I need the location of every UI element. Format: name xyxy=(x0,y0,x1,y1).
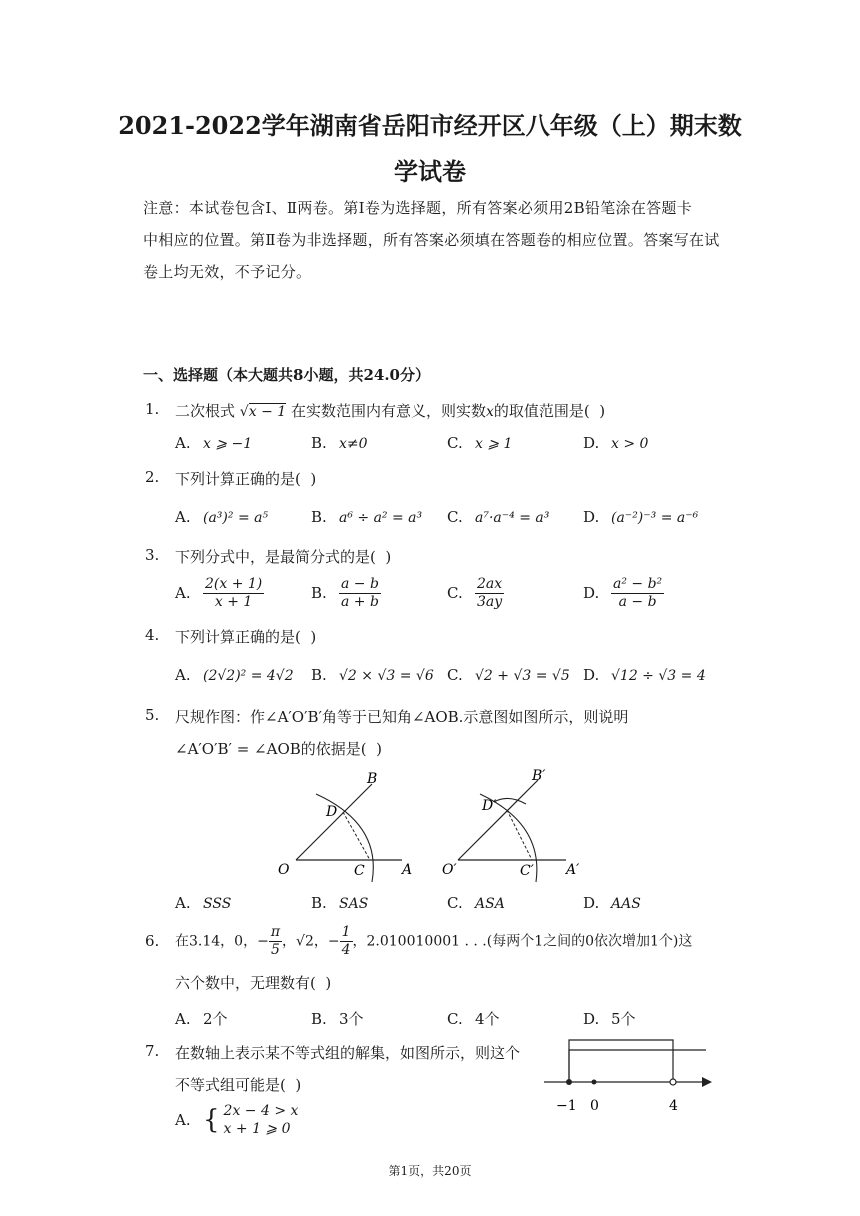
option-text: SAS xyxy=(339,896,369,912)
option-a[interactable] xyxy=(175,434,252,452)
option-label: B. xyxy=(311,666,327,684)
option-text: 3个 xyxy=(339,1010,364,1028)
question-number: 2. xyxy=(145,468,160,486)
option-label: A. xyxy=(175,508,191,526)
option-d[interactable] xyxy=(583,508,698,526)
denominator: a + b xyxy=(341,594,379,610)
fraction xyxy=(475,576,504,611)
fraction xyxy=(611,576,664,611)
q6-text-a: 在3.14，0， xyxy=(175,933,258,950)
option-text: SSS xyxy=(203,896,232,912)
option-text: √2 × √3 = √6 xyxy=(339,668,434,684)
option-c[interactable] xyxy=(447,576,504,611)
small-arc xyxy=(494,798,526,804)
page-title-line1: 2021-2022学年湖南省岳阳市经开区八年级（上）期末数 xyxy=(118,111,742,140)
option-text: x≠0 xyxy=(339,436,368,452)
option-label: B. xyxy=(311,894,327,912)
question-number: 5. xyxy=(145,706,160,724)
option-d[interactable] xyxy=(583,894,641,912)
fraction xyxy=(339,576,381,611)
page-title-line2: 学试卷 xyxy=(394,157,466,186)
option-a[interactable] xyxy=(175,894,231,912)
option-c[interactable] xyxy=(447,666,570,684)
option-a[interactable] xyxy=(175,508,268,526)
solution-range-upper xyxy=(569,1040,673,1082)
point-neg1 xyxy=(566,1079,572,1085)
label-a: A xyxy=(402,862,413,878)
question-number: 4. xyxy=(145,626,160,644)
option-b[interactable] xyxy=(311,576,381,611)
question-number: 6. xyxy=(145,932,160,950)
q1-text-b: 在实数范围内有意义，则实数 xyxy=(290,402,486,420)
question-text-line2: 不等式组可能是( ) xyxy=(175,1076,302,1094)
option-text: 4个 xyxy=(475,1010,500,1028)
option-label: C. xyxy=(447,894,463,912)
option-label: D. xyxy=(583,583,600,602)
option-label: A. xyxy=(175,434,191,452)
option-label: B. xyxy=(311,434,327,452)
question-number: 1. xyxy=(145,400,160,418)
question-text: 下列分式中，是最简分式的是( ) xyxy=(175,548,392,566)
inequality-row: x + 1 ⩾ 0 xyxy=(223,1121,291,1137)
question-text-line2: 六个数中，无理数有( ) xyxy=(175,974,332,992)
option-b[interactable] xyxy=(311,894,368,912)
option-c[interactable] xyxy=(447,434,512,452)
option-label: A. xyxy=(175,1111,191,1129)
option-b[interactable] xyxy=(311,434,368,452)
option-label: C. xyxy=(447,434,463,452)
option-label: A. xyxy=(175,894,191,912)
option-label: C. xyxy=(447,1010,463,1028)
tick-label: 0 xyxy=(590,1098,599,1114)
option-label: D. xyxy=(583,666,600,684)
denominator: 5 xyxy=(270,942,280,958)
option-text: AAS xyxy=(611,896,641,912)
notice-line: 卷上均无效，不予记分。 xyxy=(143,263,312,281)
option-b[interactable] xyxy=(311,508,422,526)
option-b[interactable] xyxy=(311,666,434,684)
numerator: a² − b² xyxy=(613,576,663,592)
fraction xyxy=(203,576,264,611)
label-a-prime: A′ xyxy=(566,862,580,878)
notice-line: 中相应的位置。第Ⅱ卷为非选择题，所有答案必须填在答题卷的相应位置。答案写在试 xyxy=(143,231,720,249)
option-text: √2 + √3 = √5 xyxy=(475,668,570,684)
option-text: x ⩾ −1 xyxy=(203,436,253,452)
option-text: 5个 xyxy=(611,1010,636,1028)
label-b: B xyxy=(367,771,378,787)
denominator: x + 1 xyxy=(214,594,253,610)
option-b[interactable] xyxy=(311,1008,364,1029)
option-a[interactable] xyxy=(175,1102,298,1138)
question-text-line1: 在3.14，0，− $\frac{\pi}{5}$ ，√2，− $\frac{1}{4}$ ，2.010010001 . . .(每两个1之间的0依次增加1个)这 xyxy=(175,924,693,958)
option-a[interactable] xyxy=(175,1008,228,1029)
question-number: 7. xyxy=(145,1042,160,1060)
option-d[interactable] xyxy=(583,1008,636,1029)
q1-text-a: 二次根式 xyxy=(175,402,236,420)
ray-ob xyxy=(296,784,372,860)
sqrt-expression: √x − 1 xyxy=(239,404,287,420)
numerator: 2(x + 1) xyxy=(205,576,263,592)
inequality-system xyxy=(224,1102,299,1138)
option-label: B. xyxy=(311,1010,327,1028)
axis-arrow-icon xyxy=(702,1077,712,1087)
label-c-prime: C′ xyxy=(520,863,534,879)
option-a[interactable] xyxy=(175,666,294,684)
q6-text-b: ，√2， xyxy=(282,933,328,950)
number-line-figure xyxy=(540,1034,720,1114)
option-label: D. xyxy=(583,434,600,452)
fraction-pi-over-5 xyxy=(269,924,282,959)
inequality-row: 2x − 4 > x xyxy=(223,1103,299,1119)
option-a[interactable] xyxy=(175,576,264,611)
question-text xyxy=(175,400,605,421)
option-label: A. xyxy=(175,1010,191,1028)
variable: x xyxy=(485,404,494,420)
option-label: D. xyxy=(583,894,600,912)
notice xyxy=(143,192,723,288)
option-text: (a⁻²)⁻³ = a⁻⁶ xyxy=(611,510,699,526)
label-o: O xyxy=(278,862,290,878)
q1-text-c: 的取值范围是( ) xyxy=(493,402,606,420)
point-0 xyxy=(592,1080,597,1085)
numerator: 2ax xyxy=(477,576,503,592)
page-footer: 第1页，共20页 xyxy=(388,1164,472,1178)
q6-text-c: ，2.010010001 . . .(每两个1之间的0依次增加1个)这 xyxy=(352,933,693,950)
question-text: 下列计算正确的是( ) xyxy=(175,470,317,488)
option-label: D. xyxy=(583,508,600,526)
option-text: ASA xyxy=(475,896,505,912)
question-text: 下列计算正确的是( ) xyxy=(175,628,317,646)
question-text-line2: ∠A′O′B′ = ∠AOB的依据是( ) xyxy=(175,740,383,758)
option-label: C. xyxy=(447,508,463,526)
option-text: √12 ÷ √3 = 4 xyxy=(611,668,706,684)
option-label: B. xyxy=(311,583,327,602)
option-label: A. xyxy=(175,583,191,602)
option-label: B. xyxy=(311,508,327,526)
denominator: 3ay xyxy=(477,594,503,610)
option-d[interactable] xyxy=(583,576,664,611)
label-b-prime: B′ xyxy=(532,768,546,784)
option-text: a⁷·a⁻⁴ = a³ xyxy=(475,510,550,526)
denominator: a − b xyxy=(618,594,657,610)
option-text: x ⩾ 1 xyxy=(475,436,513,452)
notice-line: 注意：本试卷包含Ⅰ、Ⅱ两卷。第Ⅰ卷为选择题，所有答案必须用2B铅笔涂在答题卡 xyxy=(143,199,693,217)
option-c[interactable] xyxy=(447,508,549,526)
label-c: C xyxy=(354,863,365,879)
fraction-1-over-4 xyxy=(340,924,353,959)
label-d: D xyxy=(326,804,338,820)
section-title: 一、选择题（本大题共8小题，共24.0分） xyxy=(143,366,430,384)
radicand: x − 1 xyxy=(248,404,287,420)
numerator: a − b xyxy=(341,576,379,592)
question-number: 3. xyxy=(145,546,160,564)
tick-label: 4 xyxy=(669,1098,678,1114)
option-label: D. xyxy=(583,1010,600,1028)
denominator: 4 xyxy=(341,942,351,958)
option-d[interactable] xyxy=(583,434,648,452)
option-text: a⁶ ÷ a² = a³ xyxy=(339,510,423,526)
option-label: A. xyxy=(175,666,191,684)
solution-range-lower xyxy=(569,1050,706,1082)
option-c[interactable] xyxy=(447,894,505,912)
tick-label: −1 xyxy=(556,1098,577,1114)
option-label: C. xyxy=(447,666,463,684)
point-4-open xyxy=(670,1079,676,1085)
label-d-prime: D′ xyxy=(482,798,497,814)
numerator: π xyxy=(270,924,281,940)
numerator: 1 xyxy=(341,924,351,940)
question-text-line1: 在数轴上表示某不等式组的解集，如图所示，则这个 xyxy=(175,1044,521,1062)
label-o-prime: O′ xyxy=(442,862,457,878)
brace-icon: { xyxy=(203,1105,220,1135)
option-c[interactable] xyxy=(447,1008,500,1029)
question-text-line1: 尺规作图：作∠A′O′B′角等于已知角∠AOB.示意图如图所示，则说明 xyxy=(175,708,629,726)
compass-construction-figure xyxy=(270,764,600,888)
option-text: (a³)² = a⁵ xyxy=(203,510,269,526)
option-label: C. xyxy=(447,583,463,602)
option-text: 2个 xyxy=(203,1010,228,1028)
option-text: x > 0 xyxy=(611,436,649,452)
option-d[interactable] xyxy=(583,666,706,684)
option-text: (2√2)² = 4√2 xyxy=(203,668,294,684)
